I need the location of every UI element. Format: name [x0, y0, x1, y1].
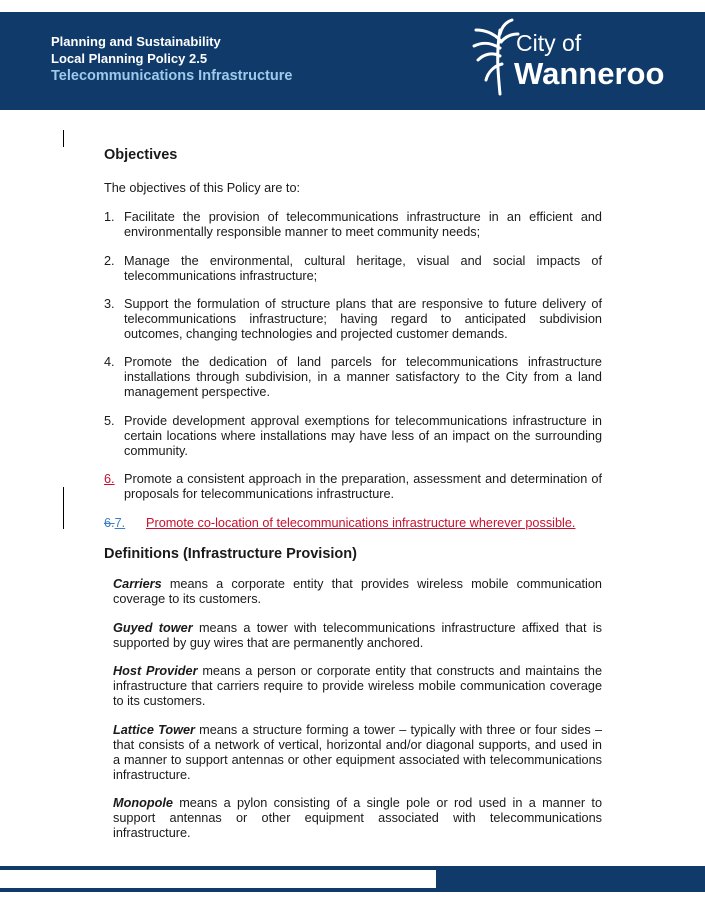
- list-number: 5.: [104, 414, 115, 428]
- logo-city-of: City of: [516, 30, 582, 56]
- policy-title: Telecommunications Infrastructure: [51, 68, 293, 84]
- list-item: [104, 414, 602, 459]
- list-item: [104, 254, 602, 284]
- list-number-revised: [104, 516, 125, 531]
- list-number: 4.: [104, 355, 115, 369]
- definition-term: Guyed tower: [113, 621, 193, 635]
- department-title: Planning and Sustainability: [51, 34, 221, 49]
- definition-text: means a structure forming a tower – typically with three or four sides – that consists of a network of vertical, horizontal and/or diagonal supports, and used in a manner to support antennas or other equipment associated with telecommunications infrastructure.: [113, 723, 602, 782]
- definition-term: Monopole: [113, 796, 173, 810]
- list-item: [104, 210, 602, 240]
- list-text: Promote the dedication of land parcels for telecommunications infrastructure installations through subdivision, in a manner satisfactory to the City from a land management perspective.: [124, 355, 602, 399]
- objectives-heading: Objectives: [104, 147, 178, 163]
- policy-number: Local Planning Policy 2.5: [51, 51, 208, 66]
- inserted-list-text: Promote co-location of telecommunications infrastructure wherever possible.: [146, 516, 576, 530]
- city-of-wanneroo-logo: [470, 18, 680, 102]
- definition-text: means a tower with telecommunications infrastructure affixed that is supported by guy wires that are permanently anchored.: [113, 621, 603, 650]
- change-bar: [63, 487, 64, 529]
- list-text: Support the formulation of structure plans that are responsive to future delivery of telecommunications infrastructure; having regard to anticipated subdivision outcomes, changing technologies and projected customer demands.: [124, 297, 602, 341]
- change-bar: [63, 130, 64, 147]
- definition-term: Lattice Tower: [113, 723, 195, 737]
- definition-carriers: [113, 577, 602, 607]
- list-number: 1.: [104, 210, 115, 224]
- definition-text: m: [161, 577, 181, 591]
- definition-text: eans a corporate entity that provides wireless mobile communication coverage to its customers.: [113, 577, 602, 606]
- objectives-intro: The objectives of this Policy are to:: [104, 181, 301, 195]
- list-text: Provide development approval exemptions for telecommunications infrastructure in certain locations where installations may have less of an impact on the surrounding community.: [124, 414, 602, 458]
- list-text: Facilitate the provision of telecommunications infrastructure in an efficient and environmentally responsible manner to meet community needs;: [124, 210, 602, 239]
- page-header: [0, 12, 705, 110]
- definition-guyed-tower: [113, 621, 602, 651]
- list-text: Promote a consistent approach in the preparation, assessment and determination of proposals for telecommunications infrastructure.: [124, 472, 602, 501]
- definition-lattice-tower: [113, 723, 602, 783]
- definitions-heading: Definitions (Infrastructure Provision): [104, 546, 357, 562]
- definition-host-provider: [113, 664, 602, 709]
- definition-text: means a pylon consisting of a single pole or rod used in a manner to support antennas or other equipment associated with telecommunications infrastructure.: [113, 796, 602, 840]
- list-number-inserted: 6.: [104, 472, 115, 486]
- list-item-inserted: [104, 516, 602, 531]
- definition-term: Carriers: [113, 577, 162, 591]
- inserted-number: 7.: [114, 516, 126, 530]
- definition-monopole: [113, 796, 602, 841]
- list-item: [104, 297, 602, 342]
- deleted-number: 6.: [104, 516, 115, 530]
- list-number: 2.: [104, 254, 115, 268]
- definition-text: means a person or corporate entity that constructs and maintains the infrastructure that carriers require to provide wireless mobile communication coverage to its customers.: [113, 664, 602, 708]
- list-number: 3.: [104, 297, 115, 311]
- list-text: Manage the environmental, cultural heritage, visual and social impacts of telecommunications infrastructure;: [124, 254, 602, 283]
- list-item: [104, 355, 602, 400]
- logo-wanneroo: Wanneroo: [514, 56, 665, 91]
- list-item: [104, 472, 602, 502]
- definition-term: Host Provider: [113, 664, 198, 678]
- footer-white-band: [0, 870, 436, 888]
